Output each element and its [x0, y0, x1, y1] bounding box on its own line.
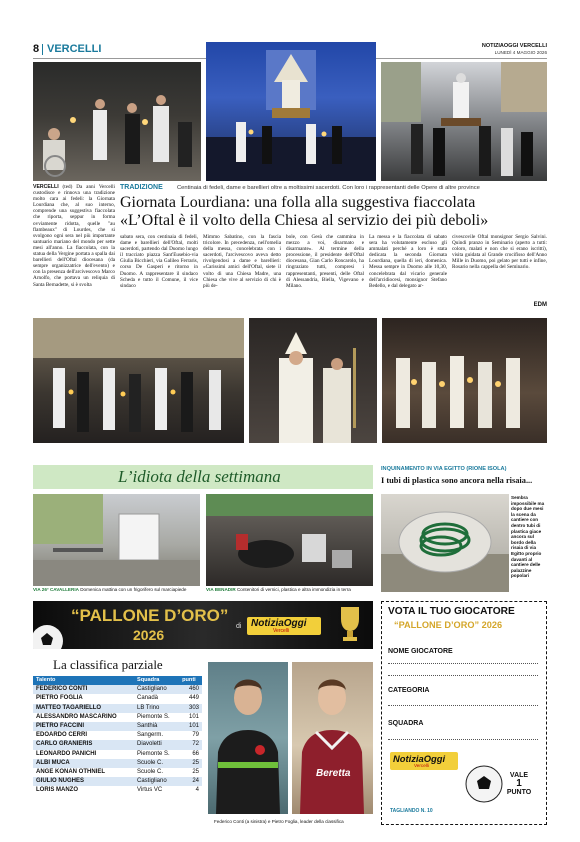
photo-statue-street — [381, 62, 547, 181]
player-name-cell: PIETRO FACCINI — [33, 722, 134, 731]
photo-scene-2 — [206, 42, 376, 181]
team-cell: Piemonte S. — [136, 750, 170, 757]
player-name-cell: FEDERICO CONTI — [33, 685, 134, 694]
page-number: 8 — [33, 43, 40, 55]
photo-dame-candles — [382, 318, 547, 443]
points-cell: 66 — [192, 750, 199, 757]
idiota-caption-2-street: VIA BENADIR — [206, 587, 236, 592]
points-cell: 72 — [179, 740, 202, 749]
article-column-4 — [286, 234, 364, 312]
pallone-year: 2026 — [133, 627, 165, 643]
table-row — [33, 786, 202, 795]
team-cell: Canadà — [136, 695, 159, 702]
team-cell: Virtus VC — [136, 787, 163, 794]
team-cell: Santhià — [134, 722, 179, 731]
article-summary: Centinaia di fedeli, dame e barellieri oltre a moltissimi sacerdoti. Con loro i rappresentanti delle Opere di altre province — [177, 185, 480, 191]
photo-fridge — [33, 494, 200, 586]
photo-scene-6 — [382, 318, 547, 443]
points-cell: 303 — [179, 704, 202, 713]
article-column-1 — [33, 184, 115, 312]
team-cell: Castigliano — [134, 685, 179, 694]
article-col5-text: La messa e la fiaccolata di sabato sera ha volutamente escluso gli ammalati perché a loro è stata dedicata la seconda Giornata Lourdiana, quella di ieri, domenica. Messa sempre in Duomo alle 10,30, concelebrata dal vicario generale dell'arcidiocesi, monsignor Stefano Bedello, e dal delegato ar- — [369, 234, 447, 289]
team-cell: Piemonte S. — [136, 713, 170, 720]
team-cell: LB Trino — [134, 704, 179, 713]
idiota-title: L’idiota della settimana — [118, 467, 281, 486]
photo-scene-3 — [381, 62, 547, 181]
classifica-body — [33, 685, 202, 795]
player-name-cell: LORIS MANZO — [36, 787, 78, 794]
tagliando-number: TAGLIANDO N. 10 — [390, 808, 433, 814]
jersey-sponsor: Beretta — [316, 768, 351, 779]
vale-value: 1 — [516, 778, 522, 789]
idiota-caption-1 — [33, 587, 186, 592]
player-name-cell: ALBI MUCA — [33, 759, 134, 768]
photo-procession-wheelchair — [33, 62, 201, 181]
coupon-field-name-2[interactable] — [388, 666, 538, 676]
coupon-logo-sub: Vercelli — [414, 763, 429, 768]
photo-player-2 — [292, 662, 373, 814]
idiota-caption-1-street: VIA 26° CAVALLERIA — [33, 587, 79, 592]
player-name-cell: EDOARDO CERRI — [36, 732, 88, 739]
photo-statue-duomo — [206, 42, 376, 181]
vote-coupon[interactable] — [381, 601, 547, 825]
table-row — [33, 694, 202, 703]
headline-line-1: Giornata Lourdiana: una folla alla suggestiva fiaccolata — [120, 194, 476, 211]
points-cell: 79 — [192, 732, 199, 739]
photo-scene-1 — [33, 62, 201, 181]
inquinamento-caption: Sembra impossibile ma dopo due mesi la scena da cantiere con dentro tubi di plastica giace ancora sul bordo della risaia di via Egitto proprio davanti al cantiere delle palazzine popolari — [511, 495, 545, 579]
idiota-caption-2 — [206, 587, 351, 592]
table-row — [33, 740, 202, 749]
coupon-subtitle: “PALLONE D’ORO” 2026 — [394, 620, 503, 630]
headline-line-2: «L’Oftal è il volto della Chiesa al servizio dei più deboli» — [120, 212, 489, 229]
photo-plastic-pipes — [381, 494, 509, 592]
article-column-3 — [203, 234, 281, 312]
points-cell: 101 — [188, 713, 199, 720]
table-row — [33, 685, 202, 694]
coupon-label-team: SQUADRA — [388, 720, 424, 727]
section-title: VERCELLI — [47, 43, 102, 55]
article-col4-text: bole, con Gesù che cammina in mezzo a voi, disarmato e disarmante». Al termine della processione, il presidente dell'Oftal diocesana, Gian Carlo Roncarolo, ha ringraziato tutti, compresi i rappresentanti, presenti, delle Oftal di Alessandria, Biella, Vigevano e Milano. — [286, 234, 364, 289]
issue-date: LUNEDÌ 4 MAGGIO 2026 — [494, 50, 547, 55]
article-column-2 — [120, 234, 198, 312]
classifica-table — [33, 676, 202, 795]
player-name-cell: CARLO GRANIERIS — [33, 740, 134, 749]
points-cell: 101 — [179, 722, 202, 731]
team-cell: Castigliano — [134, 777, 179, 786]
player-name-cell: MATTEO TAGARIELLO — [33, 704, 134, 713]
vale-label: VALE — [509, 772, 529, 779]
photo-scene-4 — [33, 318, 244, 443]
pallone-di: di — [236, 623, 242, 630]
vale-unit: PUNTO — [506, 789, 532, 796]
photo-scene-5 — [249, 318, 377, 443]
points-cell: 24 — [179, 777, 202, 786]
players-caption: Federico Conti (a sinistra) e Pietro Foglia, leader della classifica — [214, 819, 344, 824]
inquinamento-kicker: INQUINAMENTO IN VIA EGITTO (RIONE ISOLA) — [381, 466, 507, 472]
soccer-ball-icon — [33, 601, 73, 649]
photo-procession-night — [33, 318, 244, 443]
points-cell: 460 — [179, 685, 202, 694]
coupon-field-team[interactable] — [388, 730, 538, 740]
points-cell: 449 — [188, 695, 199, 702]
table-row — [33, 722, 202, 731]
player-name-cell: PIETRO FOGLIA — [36, 695, 83, 702]
article-column-6 — [452, 234, 547, 300]
article-col6-text: civescovile Oftal monsignor Sergio Salvini. Quindi pranzo in Seminario (aperto a tutti: coloro, malati e non che si erano iscritti), visita guidata al Grande crocifisso dell'Anno Mille in Duomo, poi gelato per tutti e infine, Rosario nella cappella del Seminario. — [452, 234, 547, 271]
trophy-icon — [335, 605, 365, 645]
coupon-logo-text: NotiziaOggi — [393, 753, 446, 764]
article-kicker: TRADIZIONE — [120, 184, 163, 191]
photo-pietro-foglia — [292, 662, 373, 814]
player-name-cell: LEONARDO PANICHI — [36, 750, 97, 757]
coupon-logo — [390, 752, 458, 770]
pallone-logo — [247, 617, 321, 635]
article-column-5 — [369, 234, 447, 312]
pallone-logo-sub: Vercelli — [273, 628, 290, 634]
team-cell: Scuole C. — [134, 759, 179, 768]
coupon-field-category[interactable] — [388, 696, 538, 706]
points-cell: 25 — [192, 768, 199, 775]
team-cell: Scuole C. — [136, 768, 163, 775]
article-col3-text: Mimmo Sabatino, con la fascia tricolore. In precedenza, nell'omelia della messa, concelebrata con i sacerdoti, l'arcivescovo aveva detto rivolgendosi a dame e barellieri: «Carissimi amici dell'Oftal, siete il volto di una Chiesa Madre, una Chiesa che vive al servizio di chi è più de- — [203, 234, 281, 289]
photo-archbishop — [249, 318, 377, 443]
points-cell: 4 — [195, 787, 199, 794]
pallone-logo-text: NotiziaOggi — [251, 618, 307, 629]
idiota-caption-1-text: Domenica mattina con un frigorifero sul marciapiede — [80, 587, 187, 592]
photo-scene-9 — [381, 494, 509, 592]
table-row — [33, 704, 202, 713]
coupon-label-name: NOME GIOCATORE — [388, 648, 453, 655]
article-dateline: VERCELLI — [33, 184, 59, 190]
table-row — [33, 759, 202, 768]
article-col2-text: sabato sera, con centinaia di fedeli, dame e barellieri dell'Oftal, molti sacerdoti, partendo dal Duomo lungo il tracciato piazza Sant'Eusebio-via Giulia Bicchieri, via Galileo Ferraris, corso De Gasperi e ritorno in Duomo. A rappresentare il sindaco Scheda e tutto il Comune, il vice sindaco — [120, 234, 198, 289]
idiota-banner — [33, 465, 373, 489]
photo-federico-conti — [208, 662, 288, 814]
col-header-punti: punti — [179, 676, 202, 685]
table-row — [33, 713, 202, 722]
col-header-talento: Talento — [33, 676, 134, 685]
photo-rubbish — [206, 494, 373, 586]
table-row — [33, 777, 202, 786]
table-row — [33, 768, 202, 777]
article-col1-text: (ted) Da anni Vercelli custodisce e rinnova una tradizione molto cara ai fedeli: la Giornata Lourdiana che, al suo interno, comprende una suggestiva fiaccolata che riporta, seppur in forma ovviamente ridotta, quelle "au flambeaux" di Lourdes, che si svolgono ogni sera nel più importante santuario mariano del mondo per sette mesi all'anno. La fiaccolata, con la statua della Vergine portata a spalla dai barellieri dell'Oftal diocesana (da sempre organizzatrice dell'evento) e con la presenza dell'arcivescovo Marco Arnolfo, che portava un reliquia di Santa Bernadette, si è svolta — [33, 184, 115, 288]
coupon-field-name[interactable] — [388, 654, 538, 664]
table-row — [33, 731, 202, 740]
author-signature: EDM — [533, 302, 547, 308]
player-name-cell: GIULIO NUGHES — [33, 777, 134, 786]
team-cell: Sangerm. — [136, 732, 163, 739]
coupon-title: VOTA IL TUO GIOCATORE — [388, 606, 515, 617]
col-header-squadra: Squadra — [134, 676, 179, 685]
photo-scene-8 — [206, 494, 373, 586]
table-row — [33, 750, 202, 759]
team-cell: Diavoletti — [134, 740, 179, 749]
inquinamento-title: I tubi di plastica sono ancora nella risaia... — [381, 476, 533, 485]
idiota-caption-2-text: Contenitori di vernici, plastica e altra immondizia in terra — [236, 587, 351, 592]
coupon-label-category: CATEGORIA — [388, 687, 430, 694]
player-name-cell: ANGE KONAN OTHNIEL — [36, 768, 105, 775]
player-name-cell: ALESSANDRO MASCARINO — [36, 713, 117, 720]
points-cell: 25 — [179, 759, 202, 768]
classifica-title: La classifica parziale — [53, 657, 163, 672]
photo-player-1 — [208, 662, 288, 814]
vale-badge — [500, 772, 538, 796]
photo-scene-7 — [33, 494, 200, 586]
pallone-banner — [33, 601, 373, 649]
classifica-header-row — [33, 676, 202, 685]
masthead: NOTIZIAOGGI VERCELLI — [481, 43, 547, 49]
pallone-title: “PALLONE D’ORO” — [71, 606, 229, 625]
